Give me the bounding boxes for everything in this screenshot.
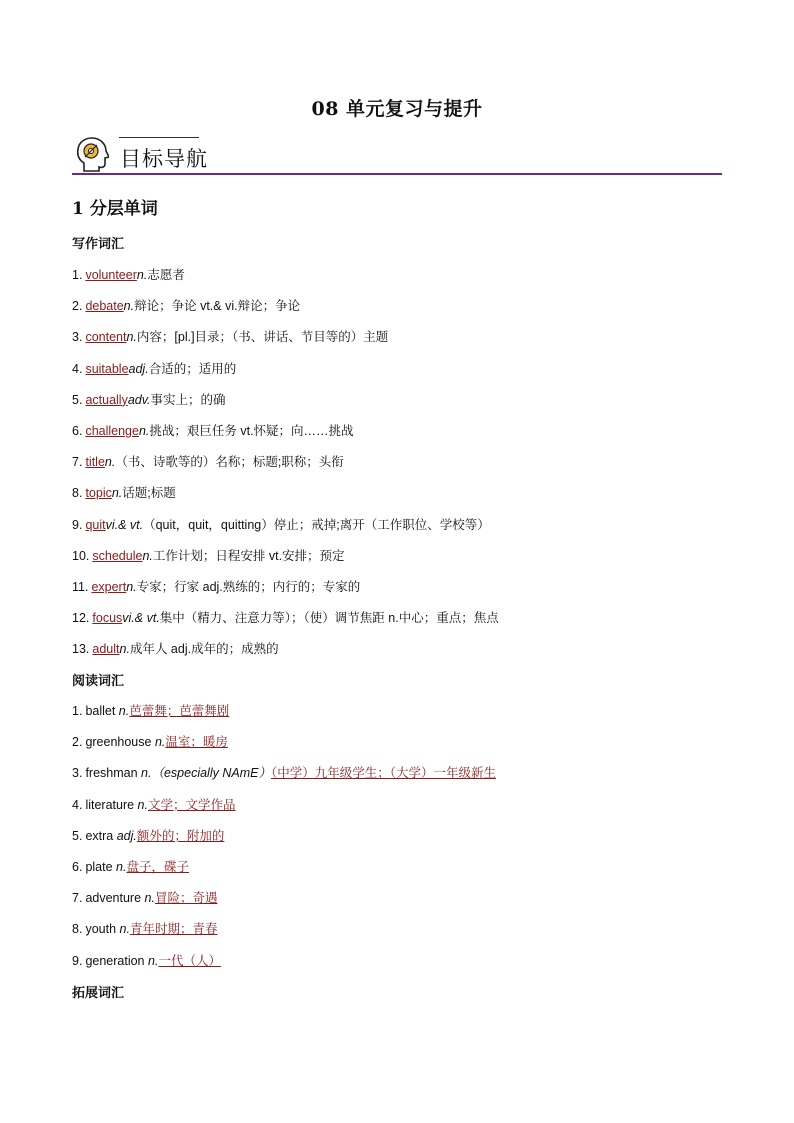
head-gear-icon [75, 136, 109, 174]
vocab-word: challenge [85, 424, 139, 438]
answer-text: 芭蕾舞；芭蕾舞剧 [129, 704, 230, 718]
item-number: 9. [72, 953, 83, 968]
vocab-word: volunteer [85, 268, 137, 282]
vocab-word: content [85, 330, 127, 345]
definition: 事实上；的确 [150, 392, 226, 407]
vocab-word: generation [85, 953, 148, 968]
item-number: 9. [72, 517, 83, 532]
definition: 内容；[pl.]目录；（书、讲话、节目等的）主题 [136, 330, 389, 345]
page-title: 08 单元复习与提升 [311, 98, 483, 120]
usage-note: （especially NAmE） [151, 766, 271, 781]
item-number: 1. [72, 268, 83, 282]
vocab-item [72, 390, 226, 408]
vocab-word: suitable [85, 361, 129, 376]
vocab-item [72, 919, 217, 937]
vocab-item [72, 701, 229, 719]
definition: 辩论；争论 vt.& vi.辩论；争论 [134, 299, 301, 314]
vocab-word: adult [92, 642, 120, 657]
vocab-word: schedule [92, 548, 143, 563]
part-of-speech: adj. [128, 361, 149, 376]
definition: 集中（精力、注意力等）；（使）调节焦距 n.中心；重点；焦点 [159, 611, 499, 626]
section-title: 1 分层单词 [72, 199, 158, 219]
vocab-word: quit [85, 517, 106, 532]
item-number: 8. [72, 922, 83, 937]
vocab-word: title [85, 455, 105, 470]
part-of-speech: n. [119, 922, 130, 937]
item-number: 7. [72, 455, 83, 470]
vocab-item [72, 888, 217, 906]
banner-overline [119, 137, 199, 138]
answer-text: 冒险；奇遇 [154, 891, 218, 906]
part-of-speech: n. [144, 891, 155, 906]
vocab-word: plate [85, 860, 117, 874]
vocab-word: debate [85, 299, 124, 314]
vocab-item [72, 296, 300, 314]
vocab-word: topic [85, 486, 112, 501]
definition: 志愿者 [147, 268, 185, 282]
vocab-item [72, 732, 228, 750]
answer-text: 一代（人） [158, 953, 221, 968]
definition: 专家；行家 adj.熟练的；内行的；专家的 [136, 580, 361, 594]
vocab-word: ballet [85, 704, 119, 718]
answer-text: 盘子，碟子 [126, 860, 189, 874]
vocab-item [72, 795, 236, 813]
vocab-item [72, 359, 236, 377]
item-number: 2. [72, 299, 83, 314]
vocab-word: youth [85, 922, 120, 937]
vocab-item [72, 452, 344, 470]
definition: 合适的；适用的 [148, 361, 237, 376]
vocab-item [72, 327, 388, 345]
part-of-speech: n. [141, 766, 152, 781]
vocab-item [72, 421, 354, 439]
part-of-speech: n. [148, 953, 159, 968]
item-number: 6. [72, 860, 83, 874]
part-of-speech: n. [104, 455, 116, 470]
definition: 工作计划；日程安排 vt.安排；预定 [152, 548, 345, 563]
part-of-speech: n. [142, 548, 153, 563]
banner-label: 目标导航 [120, 147, 208, 171]
banner-rule [72, 173, 722, 175]
vocab-item [72, 515, 490, 533]
item-number: 6. [72, 424, 83, 438]
item-number: 8. [72, 486, 83, 501]
part-of-speech: n. [126, 580, 137, 594]
part-of-speech: n. [116, 860, 127, 874]
vocab-word: freshman [85, 766, 142, 781]
vocab-item [72, 951, 221, 969]
item-number: 5. [72, 828, 83, 843]
subsection-extension: 拓展词汇 [72, 986, 125, 1001]
vocab-word: greenhouse [85, 735, 155, 750]
answer-text: （中学）九年级学生；（大学）一年级新生 [270, 766, 496, 781]
vocab-item [72, 857, 189, 875]
item-number: 2. [72, 735, 83, 750]
vocab-word: focus [92, 611, 123, 626]
part-of-speech: n. [118, 704, 130, 718]
part-of-speech: n. [119, 642, 130, 657]
vocab-item [72, 608, 499, 626]
vocab-word: literature [85, 797, 138, 812]
item-number: 12. [72, 611, 90, 626]
answer-text: 额外的；附加的 [136, 828, 225, 843]
part-of-speech: n. [154, 735, 166, 750]
part-of-speech: adv. [127, 392, 151, 407]
vocab-item [72, 546, 345, 564]
item-number: 11. [72, 580, 89, 594]
vocab-item [72, 265, 185, 283]
answer-text: 文学；文学作品 [147, 797, 236, 812]
subsection-writing: 写作词汇 [72, 237, 125, 252]
item-number: 1. [72, 704, 83, 718]
answer-text: 温室；暖房 [165, 735, 228, 750]
vocab-item [72, 763, 496, 781]
part-of-speech: n. [136, 268, 148, 282]
vocab-word: expert [91, 580, 127, 594]
vocab-item [72, 483, 176, 501]
item-number: 5. [72, 392, 83, 407]
part-of-speech: vi.& vt. [105, 517, 144, 532]
item-number: 3. [72, 766, 83, 781]
item-number: 13. [72, 642, 90, 657]
part-of-speech: n. [138, 424, 150, 438]
part-of-speech: n. [126, 330, 137, 345]
vocab-word: extra [85, 828, 117, 843]
part-of-speech: n. [137, 797, 148, 812]
vocab-word: adventure [85, 891, 145, 906]
subsection-reading: 阅读词汇 [72, 674, 125, 689]
vocab-item [72, 826, 224, 844]
item-number: 10. [72, 548, 90, 563]
vocab-item [72, 577, 360, 595]
definition: 挑战；艰巨任务 vt.怀疑；向……挑战 [149, 424, 354, 438]
section-banner [72, 132, 722, 178]
item-number: 7. [72, 891, 83, 906]
item-number: 3. [72, 330, 83, 345]
part-of-speech: n. [123, 299, 135, 314]
answer-text: 青年时期；青春 [129, 922, 218, 937]
part-of-speech: n. [111, 486, 123, 501]
definition: （quit，quit，quitting）停止；戒掉;离开（工作职位、学校等） [143, 517, 490, 532]
definition: 成年人 adj.成年的；成熟的 [129, 642, 279, 657]
definition: （书、诗歌等的）名称；标题;职称；头衔 [115, 455, 344, 470]
part-of-speech: vi.& vt. [122, 611, 160, 626]
part-of-speech: adj. [116, 828, 137, 843]
vocab-item [72, 639, 279, 657]
definition: 话题;标题 [122, 486, 176, 501]
item-number: 4. [72, 361, 83, 376]
vocab-word: actually [85, 392, 128, 407]
item-number: 4. [72, 797, 83, 812]
